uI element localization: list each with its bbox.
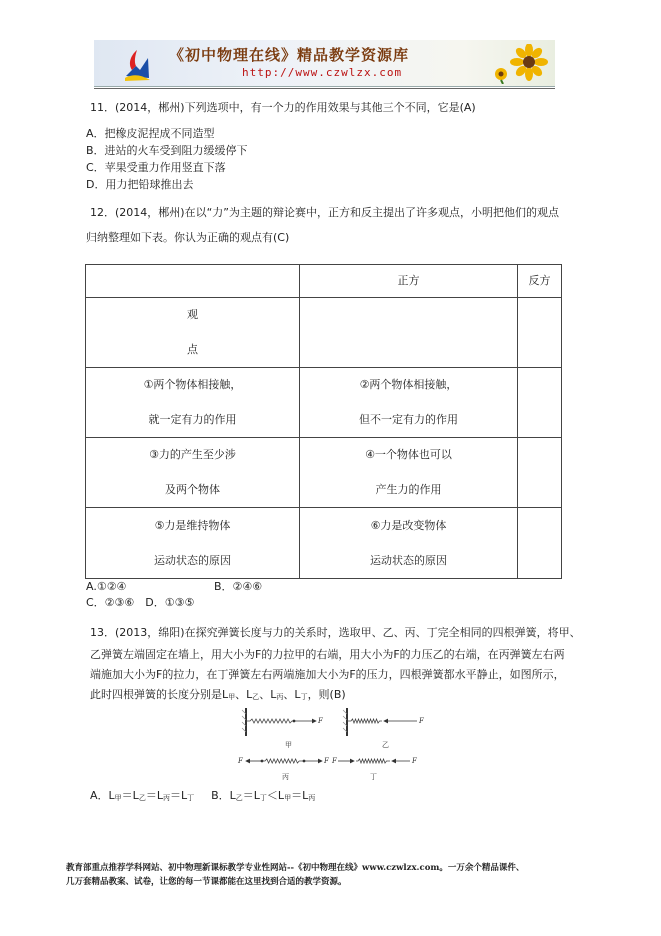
label-jia: 甲 bbox=[285, 741, 292, 749]
table-cell bbox=[300, 368, 518, 438]
table-cell bbox=[518, 368, 562, 438]
opinion-4-line1: ④一个物体也可以 bbox=[365, 448, 452, 462]
q12-stem-line2: 归纳整理如下表。你认为正确的观点有(C) bbox=[86, 231, 290, 244]
table-cell bbox=[300, 508, 518, 579]
q12-option-a: A.①②④ bbox=[86, 580, 127, 593]
q13-line3: 端施加大小为F的拉力，在丁弹簧左右两端施加大小为F的压力，四根弹簧都水平静止，如图所示， bbox=[90, 668, 565, 681]
table-row bbox=[86, 508, 562, 579]
table-cell bbox=[518, 438, 562, 508]
opinion-6-line1: ⑥力是改变物体 bbox=[370, 518, 447, 532]
table-label-top: 观 bbox=[187, 308, 198, 322]
q12-option-cd: C．②③⑥ D．①③⑤ bbox=[86, 596, 195, 609]
table-header-row bbox=[86, 265, 562, 298]
table-row bbox=[86, 438, 562, 508]
force-label-ding-left: F bbox=[332, 757, 337, 765]
q13-line1: 13．(2013，绵阳)在探究弹簧长度与力的关系时，选取甲、乙、丙、丁完全相同的四根弹簧，将甲、 bbox=[90, 626, 581, 639]
header-divider bbox=[94, 88, 555, 89]
opinions-table bbox=[85, 264, 562, 579]
opinion-1-line2: 就一定有力的作用 bbox=[148, 412, 237, 426]
label-yi: 乙 bbox=[382, 741, 389, 749]
opinion-1-line1: ①两个物体相接触， bbox=[143, 378, 242, 392]
q11-option-d: D．用力把铅球推出去 bbox=[86, 178, 194, 191]
table-header-pro: 正方 bbox=[300, 265, 518, 298]
force-label-bing-left: F bbox=[238, 757, 243, 765]
banner-url[interactable]: http://www.czwlzx.com bbox=[242, 66, 403, 79]
table-cell bbox=[518, 298, 562, 368]
spring-jia bbox=[242, 708, 316, 736]
label-ding: 丁 bbox=[370, 773, 377, 781]
q11-option-b: B．进站的火车受到阻力缓缓停下 bbox=[86, 144, 248, 157]
table-header-con: 反方 bbox=[518, 265, 562, 298]
opinion-3-line1: ③力的产生至少涉 bbox=[149, 448, 236, 462]
table-label-bottom: 点 bbox=[187, 342, 198, 356]
header-banner bbox=[94, 40, 555, 87]
opinion-5-line2: 运动状态的原因 bbox=[154, 553, 231, 567]
spring-ding bbox=[338, 759, 410, 763]
opinion-5-line1: ⑤力是维持物体 bbox=[154, 518, 231, 532]
q12-stem-line1: 12．(2014，郴州)在以“力”为主题的辩论赛中，正方和反主提出了许多观点，小明把他们的观点 bbox=[90, 206, 559, 219]
label-bing: 丙 bbox=[282, 773, 289, 781]
table-cell bbox=[86, 508, 300, 579]
force-label-ding-right: F bbox=[412, 757, 417, 765]
table-cell bbox=[300, 298, 518, 368]
spring-yi bbox=[343, 708, 417, 736]
banner-title: 《初中物理在线》精品教学资源库 bbox=[169, 46, 410, 64]
spring-bing bbox=[246, 759, 322, 763]
opinion-2-line1: ②两个物体相接触， bbox=[359, 378, 458, 392]
q13-line2: 乙弹簧左端固定在墙上，用大小为F的力拉甲的右端，用大小为F的力压乙的右端，在丙弹簧左右两 bbox=[90, 648, 565, 661]
table-row bbox=[86, 298, 562, 368]
table-label-cell bbox=[86, 298, 300, 368]
footer-line2: 几万套精品教案、试卷，让您的每一节课都能在这里找到合适的教学资源。 bbox=[66, 877, 347, 887]
site-logo-icon bbox=[122, 48, 152, 82]
q12-option-b: B．②④⑥ bbox=[214, 580, 263, 593]
q11-option-c: C．苹果受重力作用竖直下落 bbox=[86, 161, 226, 174]
table-cell bbox=[86, 368, 300, 438]
q13-line4: 此时四根弹簧的长度分别是$L_甲$、$L_乙$、$L_丙$、$L_丁$，则(B) bbox=[90, 688, 346, 701]
table-cell bbox=[300, 438, 518, 508]
q11-option-a: A．把橡皮泥捏成不同造型 bbox=[86, 127, 215, 140]
force-label-jia: F bbox=[318, 717, 323, 725]
footer-line1: 教育部重点推荐学科网站、初中物理新课标教学专业性网站--《初中物理在线》www.czwlzx.com。一万余个精品课件、 bbox=[66, 863, 525, 873]
table-cell bbox=[518, 508, 562, 579]
table-header-empty bbox=[86, 265, 300, 298]
spring-figure bbox=[232, 706, 437, 781]
opinion-4-line2: 产生力的作用 bbox=[375, 482, 442, 496]
table-row bbox=[86, 368, 562, 438]
force-label-bing-right: F bbox=[324, 757, 329, 765]
q11-stem: 11．(2014，郴州)下列选项中，有一个力的作用效果与其他三个不同，它是(A) bbox=[90, 101, 476, 114]
page-footer bbox=[66, 861, 606, 889]
force-label-yi: F bbox=[419, 717, 424, 725]
q13-options: A．$L_甲=L_乙=L_丙=L_丁$ B．$L_乙=L_丁<L_甲=L_丙$ bbox=[90, 789, 316, 802]
sunflower-icon bbox=[491, 44, 549, 84]
opinion-2-line2: 但不一定有力的作用 bbox=[359, 412, 458, 426]
opinion-6-line2: 运动状态的原因 bbox=[370, 553, 447, 567]
opinion-3-line2: 及两个物体 bbox=[165, 482, 220, 496]
table-cell bbox=[86, 438, 300, 508]
